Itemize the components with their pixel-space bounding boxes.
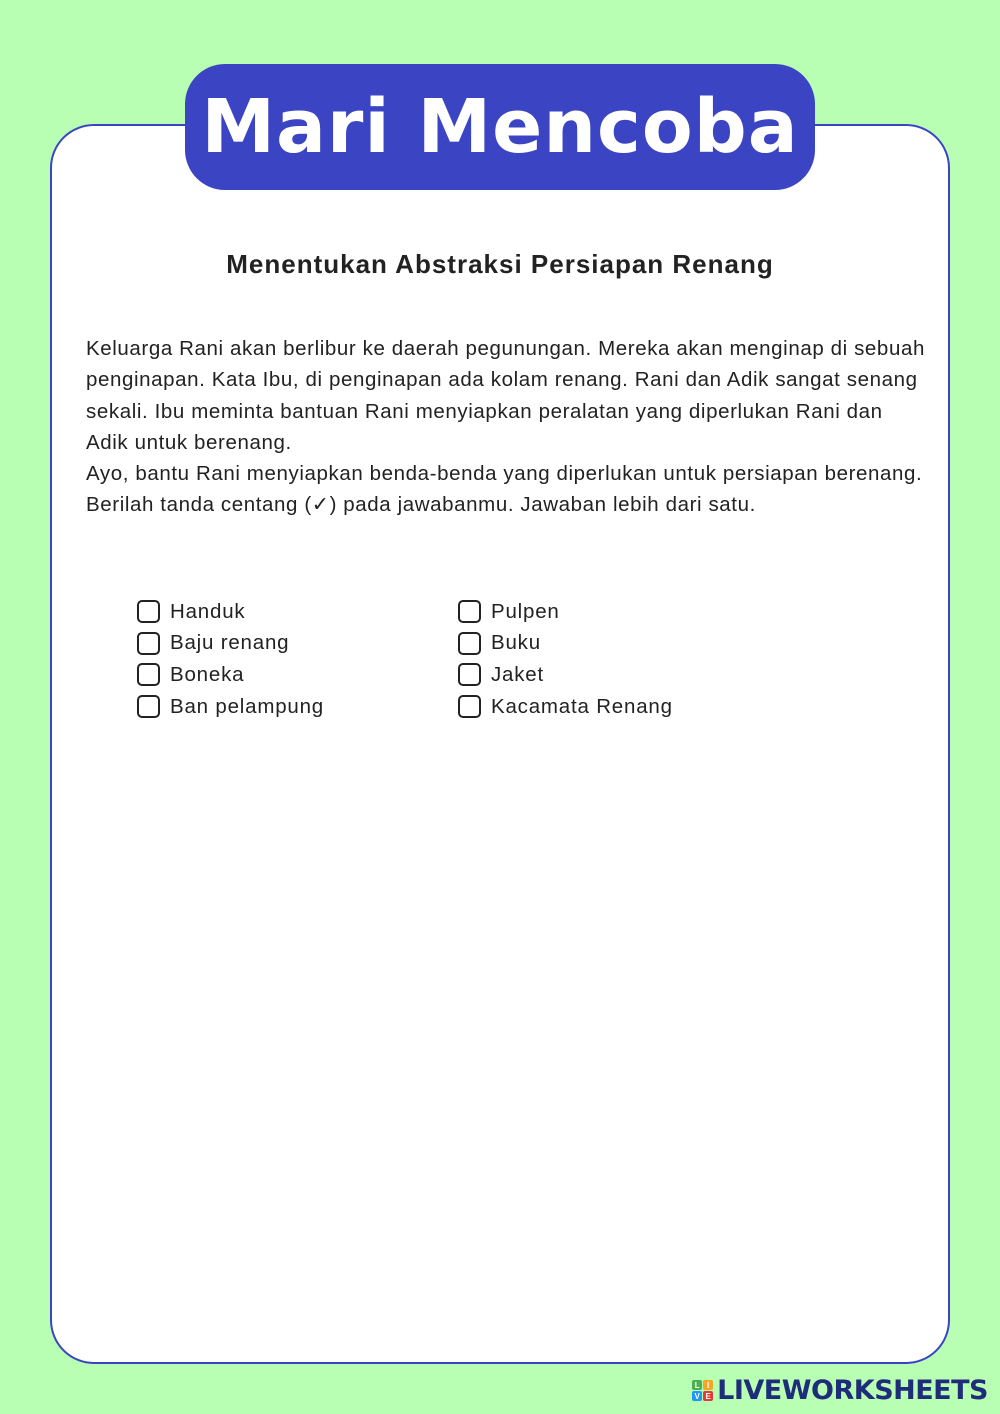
live-icon-letter: V — [692, 1391, 702, 1401]
option-label: Ban pelampung — [170, 694, 325, 718]
option-label: Baju renang — [170, 631, 290, 655]
option-checkbox[interactable] — [458, 695, 481, 718]
option-item[interactable] — [458, 628, 673, 660]
story-paragraph: Keluarga Rani akan berlibur ke daerah pegunungan. Mereka akan menginap di sebuah penginapan. Kata Ibu, di penginapan ada kolam renang. Rani dan Adik sangat senang sekali. Ibu meminta bantuan Rani menyiapkan peralatan yang diperlukan Rani dan Adik untuk berenang. — [86, 337, 925, 454]
option-item[interactable] — [137, 691, 324, 723]
option-item[interactable] — [137, 596, 324, 628]
option-item[interactable] — [458, 596, 673, 628]
option-label: Pulpen — [491, 599, 560, 623]
option-checkbox[interactable] — [458, 632, 481, 655]
instruction-text-start: Ayo, bantu Rani menyiapkan benda-benda yang diperlukan untuk persiapan berenang. Berilah tanda centang ( — [86, 462, 923, 517]
worksheet-subtitle: Menentukan Abstraksi Persiapan Renang — [226, 249, 774, 279]
option-item[interactable] — [458, 659, 673, 691]
live-icon — [692, 1380, 713, 1401]
title-banner — [185, 64, 815, 190]
live-icon-letter: L — [692, 1380, 702, 1390]
instruction-paragraph — [86, 458, 926, 521]
option-item[interactable] — [137, 628, 324, 660]
option-label: Buku — [491, 631, 541, 655]
worksheet-card — [50, 124, 950, 1364]
option-item[interactable] — [137, 659, 324, 691]
option-checkbox[interactable] — [137, 632, 160, 655]
option-item[interactable] — [458, 691, 673, 723]
page-title: Mari Mencoba — [201, 84, 799, 170]
option-label: Boneka — [170, 662, 245, 686]
live-icon-letter: E — [703, 1391, 713, 1401]
option-checkbox[interactable] — [458, 600, 481, 623]
option-checkbox[interactable] — [137, 600, 160, 623]
option-checkbox[interactable] — [137, 663, 160, 686]
instruction-text-end: ) pada jawabanmu. Jawaban lebih dari satu. — [329, 493, 756, 517]
option-label: Handuk — [170, 599, 246, 623]
options-left-column — [137, 596, 324, 722]
options-right-column — [458, 596, 673, 722]
checkmark-icon: ✓ — [311, 492, 330, 517]
option-checkbox[interactable] — [137, 695, 160, 718]
watermark-text: LIVEWORKSHEETS — [717, 1375, 988, 1406]
option-checkbox[interactable] — [458, 663, 481, 686]
live-icon-letter: I — [703, 1380, 713, 1390]
liveworksheets-logo — [692, 1375, 988, 1406]
option-label: Kacamata Renang — [491, 694, 673, 718]
option-label: Jaket — [491, 662, 544, 686]
